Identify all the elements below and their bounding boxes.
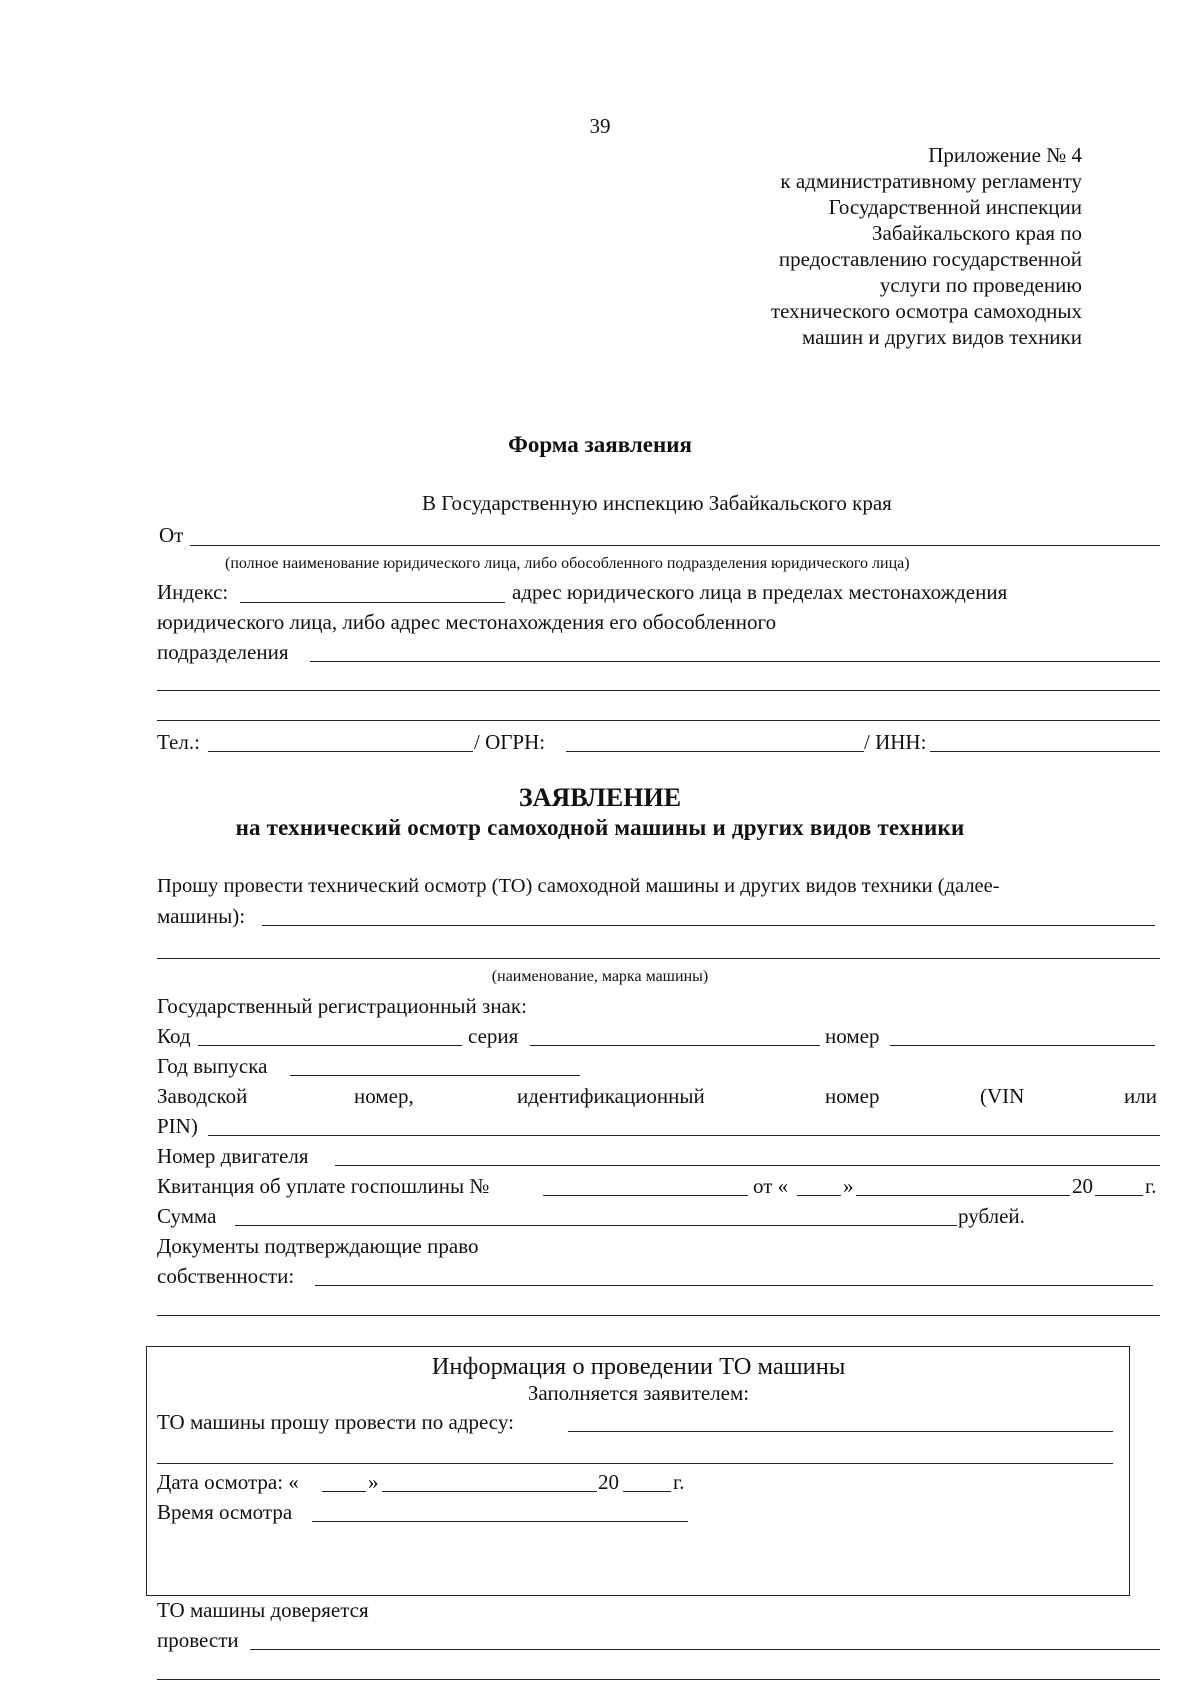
- sum-label: Сумма: [157, 1204, 217, 1228]
- receipt-day-field[interactable]: [797, 1195, 841, 1196]
- vin-word: номер,: [354, 1084, 414, 1108]
- appendix-block: [771, 142, 1082, 350]
- address-field-1[interactable]: [310, 661, 1160, 662]
- to-address-label: ТО машины прошу провести по адресу:: [157, 1410, 514, 1434]
- vin-word: (VIN: [980, 1084, 1025, 1108]
- from-label: От: [159, 523, 184, 547]
- code-label: Код: [157, 1024, 191, 1048]
- index-label: Индекс:: [157, 580, 229, 604]
- inspection-year-field[interactable]: [623, 1491, 671, 1492]
- inspection-time-label: Время осмотра: [157, 1500, 293, 1524]
- engine-field[interactable]: [335, 1165, 1160, 1166]
- receipt-year-suffix: г.: [1145, 1174, 1157, 1198]
- address-field-2[interactable]: [157, 690, 1160, 691]
- engine-label: Номер двигателя: [157, 1144, 309, 1168]
- code-field[interactable]: [198, 1045, 462, 1046]
- docs-field-1[interactable]: [315, 1285, 1153, 1286]
- inn-label: / ИНН:: [864, 730, 927, 754]
- receipt-label: Квитанция об уплате госпошлины №: [157, 1174, 490, 1198]
- inspection-time-field[interactable]: [312, 1521, 688, 1522]
- docs-field-2[interactable]: [157, 1315, 1160, 1316]
- inn-field[interactable]: [930, 751, 1160, 752]
- phone-field[interactable]: [208, 751, 473, 752]
- statement-title: ЗАЯВЛЕНИЕ: [518, 783, 682, 812]
- appendix-line: Приложение № 4: [928, 143, 1082, 167]
- addressee: В Государственную инспекцию Забайкальского края: [422, 491, 892, 515]
- series-field[interactable]: [530, 1045, 820, 1046]
- number-field[interactable]: [890, 1045, 1155, 1046]
- rubles-label: рублей.: [958, 1204, 1025, 1228]
- vin-word: идентификационный: [517, 1084, 705, 1108]
- vin-field[interactable]: [208, 1135, 1160, 1136]
- inspection-year-suffix: г.: [673, 1470, 685, 1494]
- trust-label: ТО машины доверяется: [157, 1598, 369, 1622]
- phone-label: Тел.:: [157, 730, 200, 754]
- year-label: Год выпуска: [157, 1054, 268, 1078]
- docs-label-cont: собственности:: [157, 1264, 295, 1288]
- inspection-year-prefix: 20: [598, 1470, 619, 1494]
- number-label: номер: [825, 1024, 880, 1048]
- vin-word: номер: [825, 1084, 880, 1108]
- appendix-line: Забайкальского края по: [872, 221, 1082, 245]
- from-hint: (полное наименование юридического лица, либо обособленного подразделения юридического лица): [225, 555, 910, 572]
- machine-hint: (наименование, марка машины): [491, 968, 709, 985]
- machine-field-1[interactable]: [262, 925, 1155, 926]
- appendix-line: Государственной инспекции: [828, 195, 1082, 219]
- trust-field-2[interactable]: [157, 1679, 1160, 1680]
- receipt-number-field[interactable]: [543, 1195, 748, 1196]
- receipt-year-prefix: 20: [1072, 1174, 1093, 1198]
- receipt-month-field[interactable]: [856, 1195, 1070, 1196]
- appendix-line: услуги по проведению: [879, 273, 1082, 297]
- to-address-field-2[interactable]: [157, 1463, 1113, 1464]
- ogrn-field[interactable]: [566, 751, 864, 752]
- info-box-subtitle: Заполняется заявителем:: [527, 1381, 750, 1405]
- index-field[interactable]: [240, 602, 505, 603]
- trust-label-cont: провести: [157, 1628, 239, 1652]
- trust-field-1[interactable]: [250, 1649, 1160, 1650]
- year-field[interactable]: [290, 1075, 580, 1076]
- docs-label: Документы подтверждающие право: [157, 1234, 479, 1258]
- request-text: Прошу провести технический осмотр (ТО) самоходной машины и других видов техники (далее-: [157, 875, 1000, 897]
- request-text-cont: машины):: [157, 904, 246, 928]
- series-label: серия: [468, 1024, 519, 1048]
- reg-sign-label: Государственный регистрационный знак:: [157, 994, 527, 1018]
- inspection-date-quote-close: »: [368, 1470, 379, 1494]
- appendix-line: предоставлению государственной: [778, 247, 1082, 271]
- appendix-line: машин и других видов техники: [801, 325, 1082, 349]
- receipt-year-field[interactable]: [1095, 1195, 1143, 1196]
- statement-subtitle: на технический осмотр самоходной машины и других видов техники: [235, 815, 965, 840]
- inspection-day-field[interactable]: [322, 1491, 366, 1492]
- inspection-date-label: Дата осмотра: «: [157, 1470, 299, 1494]
- to-address-field-1[interactable]: [568, 1431, 1113, 1432]
- form-title: Форма заявления: [508, 432, 692, 457]
- appendix-line: к административному регламенту: [780, 169, 1082, 193]
- vin-pin-label: PIN): [157, 1114, 198, 1138]
- page-number: 39: [589, 114, 611, 138]
- info-box-title: Информация о проведении ТО машины: [431, 1353, 846, 1380]
- inspection-month-field[interactable]: [382, 1491, 597, 1492]
- ogrn-label: / ОГРН:: [474, 730, 546, 754]
- address-field-3[interactable]: [157, 720, 1160, 721]
- appendix-line: технического осмотра самоходных: [770, 299, 1082, 323]
- receipt-quote-close: »: [843, 1174, 854, 1198]
- from-field[interactable]: [190, 545, 1160, 546]
- address-label: адрес юридического лица в пределах местонахождения: [512, 580, 1008, 604]
- address-label-cont: юридического лица, либо адрес местонахождения его обособленного: [157, 610, 777, 634]
- address-label-end: подразделения: [157, 640, 289, 664]
- vin-word: Заводской: [157, 1084, 248, 1108]
- sum-field[interactable]: [235, 1225, 957, 1226]
- vin-word: или: [1124, 1084, 1157, 1108]
- machine-field-2[interactable]: [157, 958, 1160, 959]
- receipt-from-label: от «: [753, 1174, 789, 1198]
